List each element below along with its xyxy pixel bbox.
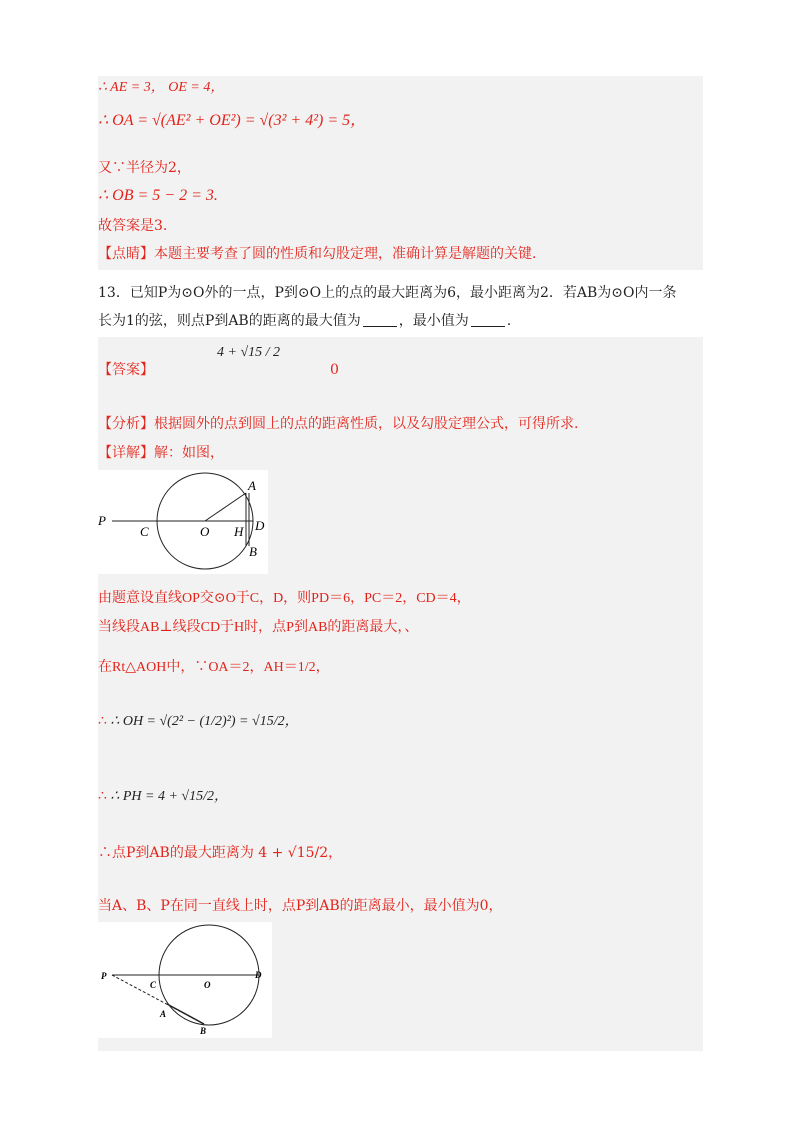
ob-formula: ∴ OB = 5 − 2 = 3. [98,187,218,204]
given-text: ∴ AE = 3， OE = 4， [98,80,225,95]
question-13-text-2c: . [506,313,512,329]
answer-tag: 【答案】 [98,362,154,378]
fig1-label-a: A [248,478,256,493]
answer-blank-min[interactable] [471,312,505,327]
question-13-line2 [98,311,511,331]
detail-line [98,443,224,463]
fig2-label-a: A [160,1009,167,1019]
fig2-label-b: B [200,1026,207,1036]
analysis-tag: 【分析】 [98,416,154,432]
step-7-text: 当A、B、P在同一直线上时，点P到AB的距离最小，最小值为0， [98,898,503,914]
detail-tag: 【详解】 [98,445,154,461]
step-6-text: ∴点P到AB的最大距离为 4 + √15/2， [98,845,343,861]
answer-tag-line [98,360,154,380]
detail-text: 解：如图， [154,445,224,461]
fig2-label-c: C [150,980,157,990]
question-13-line1 [98,283,677,303]
comment-line [98,244,536,264]
answer-max-expr: 4 + √15 / 2 [217,345,281,360]
answer-min-text: 0 [330,362,339,378]
step-3 [98,658,330,678]
step-2-text: 当线段AB⊥线段CD于H时，点P到AB的距离最大，、 [98,620,419,635]
prev-answer-text: 故答案是3. [98,218,168,234]
comment-text: 本题主要考查了圆的性质和勾股定理，准确计算是解题的关键. [154,246,537,262]
question-13-text-2a: 长为1的弦，则点P到AB的距离的最大值为 [98,313,361,329]
step-1-text: 由题意设直线OP交⊙O于C，D，则PD＝6，PC＝2，CD＝4， [98,591,471,606]
step-3-text: 在Rt△AOH中，∵OA＝2，AH＝1/2， [98,660,330,675]
answer-line-prev [98,216,167,236]
radius-line [98,158,191,178]
oa-formula-line [98,110,366,131]
step-5: ∴ ∴ PH = 4 + √15/2， [98,789,228,804]
fig2-label-d: D [255,970,262,980]
step-4: ∴ ∴ OH = √(2² − (1/2)²) = √15/2， [98,714,299,729]
ob-formula-line [98,186,218,206]
given-line [98,78,224,98]
analysis-text: 根据圆外的点到圆上的点的距离性质，以及勾股定理公式，可得所求. [154,416,579,432]
step-4-text: ∴ OH = √(2² − (1/2)²) = √15/2， [110,714,299,729]
radius-text: 又∵半径为2， [98,160,191,176]
answer-max-value [217,343,280,362]
figure-1-circle-diagram [98,470,268,574]
fig1-label-o: O [200,524,210,539]
step-1 [98,589,471,609]
answer-blank-max[interactable] [363,312,397,327]
step-5-text: ∴ PH = 4 + √15/2， [110,789,228,804]
fig1-label-d: D [255,518,265,533]
comment-tag: 【点睛】 [98,246,154,262]
figure-2-circle-diagram [98,922,272,1038]
fig1-label-c: C [140,524,149,539]
answer-min-value [330,360,339,380]
question-13-text-2b: ，最小值为 [398,313,469,329]
step-7 [98,896,503,916]
fig1-label-p: P [98,513,106,528]
step-6 [98,843,342,863]
step-2 [98,618,418,638]
question-13-text-1: 13．已知P为⊙O外的一点，P到⊙O上的点的最大距离为6，最小距离为2．若AB为⊙O内一条 [98,285,677,301]
analysis-line [98,414,578,434]
fig1-label-b: B [249,544,257,559]
fig2-label-p: P [101,971,107,981]
fig2-label-o: O [204,980,211,990]
oa-formula: ∴ OA = √(AE² + OE²) = √(3² + 4²) = 5， [98,112,367,129]
fig1-label-h: H [234,524,244,539]
